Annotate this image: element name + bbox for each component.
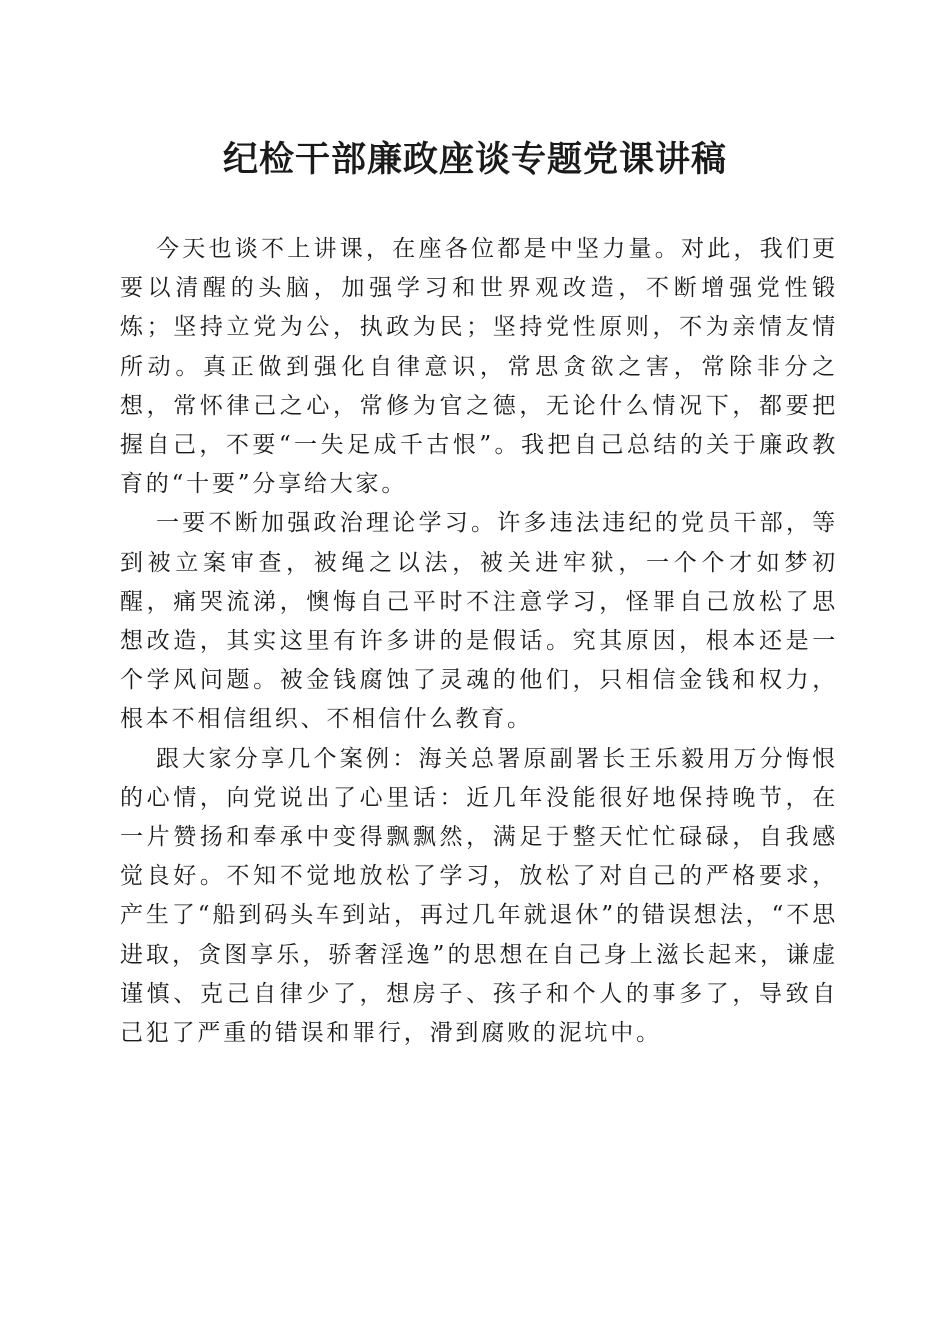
document-body bbox=[120, 230, 838, 1053]
paragraph-case-study: 跟大家分享几个案例：海关总署原副署长王乐毅用万分悔恨的心情，向党说出了心里话：近几年没能很好地保持晚节，在一片赞扬和奉承中变得飘飘然，满足于整天忙忙碌碌，自我感觉良好。不知不觉地放松了学习，放松了对自己的严格要求，产生了“船到码头车到站，再过几年就退休”的错误想法，“不思进取，贪图享乐，骄奢淫逸”的思想在自己身上滋长起来，谦虚谨慎、克己自律少了，想房子、孩子和个人的事多了，导致自己犯了严重的错误和罪行，滑到腐败的泥坑中。 bbox=[120, 745, 838, 1047]
paragraph-point-one: 一要不断加强政治理论学习。许多违法违纪的党员干部，等到被立案审查，被绳之以法，被关进牢狱，一个个才如梦初醒，痛哭流涕，懊悔自己平时不注意学习，怪罪自己放松了思想改造，其实这里有许多讲的是假话。究其原因，根本还是一个学风问题。被金钱腐蚀了灵魂的他们，只相信金钱和权力，根本不相信组织、不相信什么教育。 bbox=[120, 510, 838, 733]
document-title: 纪检干部廉政座谈专题党课讲稿 bbox=[222, 139, 727, 180]
paragraph-intro: 今天也谈不上讲课，在座各位都是中坚力量。对此，我们更要以清醒的头脑，加强学习和世界观改造，不断增强党性锻炼；坚持立党为公，执政为民；坚持党性原则，不为亲情友情所动。真正做到强化自律意识，常思贪欲之害，常除非分之想，常怀律己之心，常修为官之德，无论什么情况下，都要把握自己，不要“一失足成千古恨”。我把自己总结的关于廉政教育的“十要”分享给大家。 bbox=[120, 236, 838, 498]
